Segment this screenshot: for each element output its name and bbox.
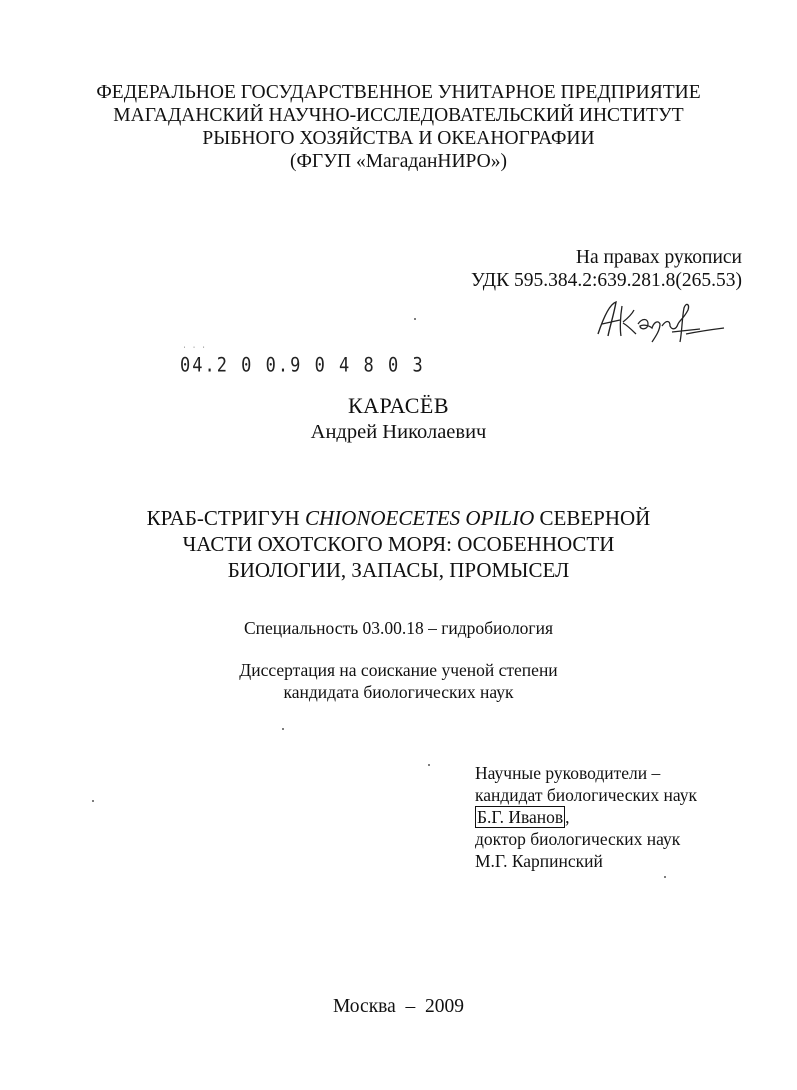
advisor-2-degree: доктор биологических наук <box>475 829 681 849</box>
organization-short-name: (ФГУП «МагаданНИРО») <box>290 151 507 172</box>
manuscript-info <box>471 246 742 292</box>
specialty <box>0 617 797 639</box>
species-name: CHIONOECETES OPILIO <box>304 506 535 530</box>
organization-header <box>0 81 797 173</box>
author-given-names: Андрей Николаевич <box>310 421 487 443</box>
organization-line-2: МАГАДАНСКИЙ НАУЧНО-ИССЛЕДОВАТЕЛЬСКИЙ ИНСТИТУТ <box>113 105 684 126</box>
city-year: Москва – 2009 <box>332 996 465 1017</box>
degree-statement <box>0 659 797 703</box>
degree-line-1: Диссертация на соискание ученой степени <box>239 660 558 680</box>
advisor-2-name: М.Г. Карпинский <box>475 851 603 871</box>
organization-line-1: ФЕДЕРАЛЬНОЕ ГОСУДАРСТВЕННОЕ УНИТАРНОЕ ПРЕДПРИЯТИЕ <box>96 82 701 103</box>
title-line-1 <box>0 505 797 531</box>
advisor-1-name: Б.Г. Иванов <box>477 807 564 827</box>
specialty-text: Специальность 03.00.18 – гидробиология <box>243 618 554 638</box>
udc-code: УДК 595.384.2:639.281.8(265.53) <box>470 270 742 291</box>
scan-speck <box>282 728 284 730</box>
advisors-block <box>475 762 697 872</box>
scan-speck <box>92 800 94 802</box>
manuscript-rights: На правах рукописи <box>575 247 742 268</box>
scan-speck <box>428 764 430 766</box>
author-surname: КАРАСЁВ <box>347 393 450 418</box>
advisor-1-suffix: , <box>565 807 570 827</box>
advisor-1-degree: кандидат биологических наук <box>475 785 697 805</box>
advisor-1 <box>475 806 697 828</box>
title-part-1: КРАБ-СТРИГУН <box>146 506 305 530</box>
registration-stamp-number: 04.2 0 0.9 0 4 8 0 3 <box>180 354 425 377</box>
title-part-2: СЕВЕРНОЙ <box>534 506 651 530</box>
dissertation-title <box>0 505 797 583</box>
degree-line-2: кандидата биологических наук <box>283 682 514 702</box>
handwritten-signature <box>590 296 730 344</box>
title-line-3: БИОЛОГИИ, ЗАПАСЫ, ПРОМЫСЕЛ <box>227 558 570 582</box>
scan-speck <box>414 318 416 320</box>
stamp-marks: ˙ ˙ ˙ <box>182 346 207 355</box>
advisors-heading: Научные руководители – <box>475 763 661 783</box>
organization-line-3: РЫБНОГО ХОЗЯЙСТВА И ОКЕАНОГРАФИИ <box>202 128 595 149</box>
title-line-2: ЧАСТИ ОХОТСКОГО МОРЯ: ОСОБЕННОСТИ <box>182 532 615 556</box>
scan-speck <box>664 876 666 878</box>
footer <box>0 995 797 1019</box>
author-block <box>0 393 797 445</box>
